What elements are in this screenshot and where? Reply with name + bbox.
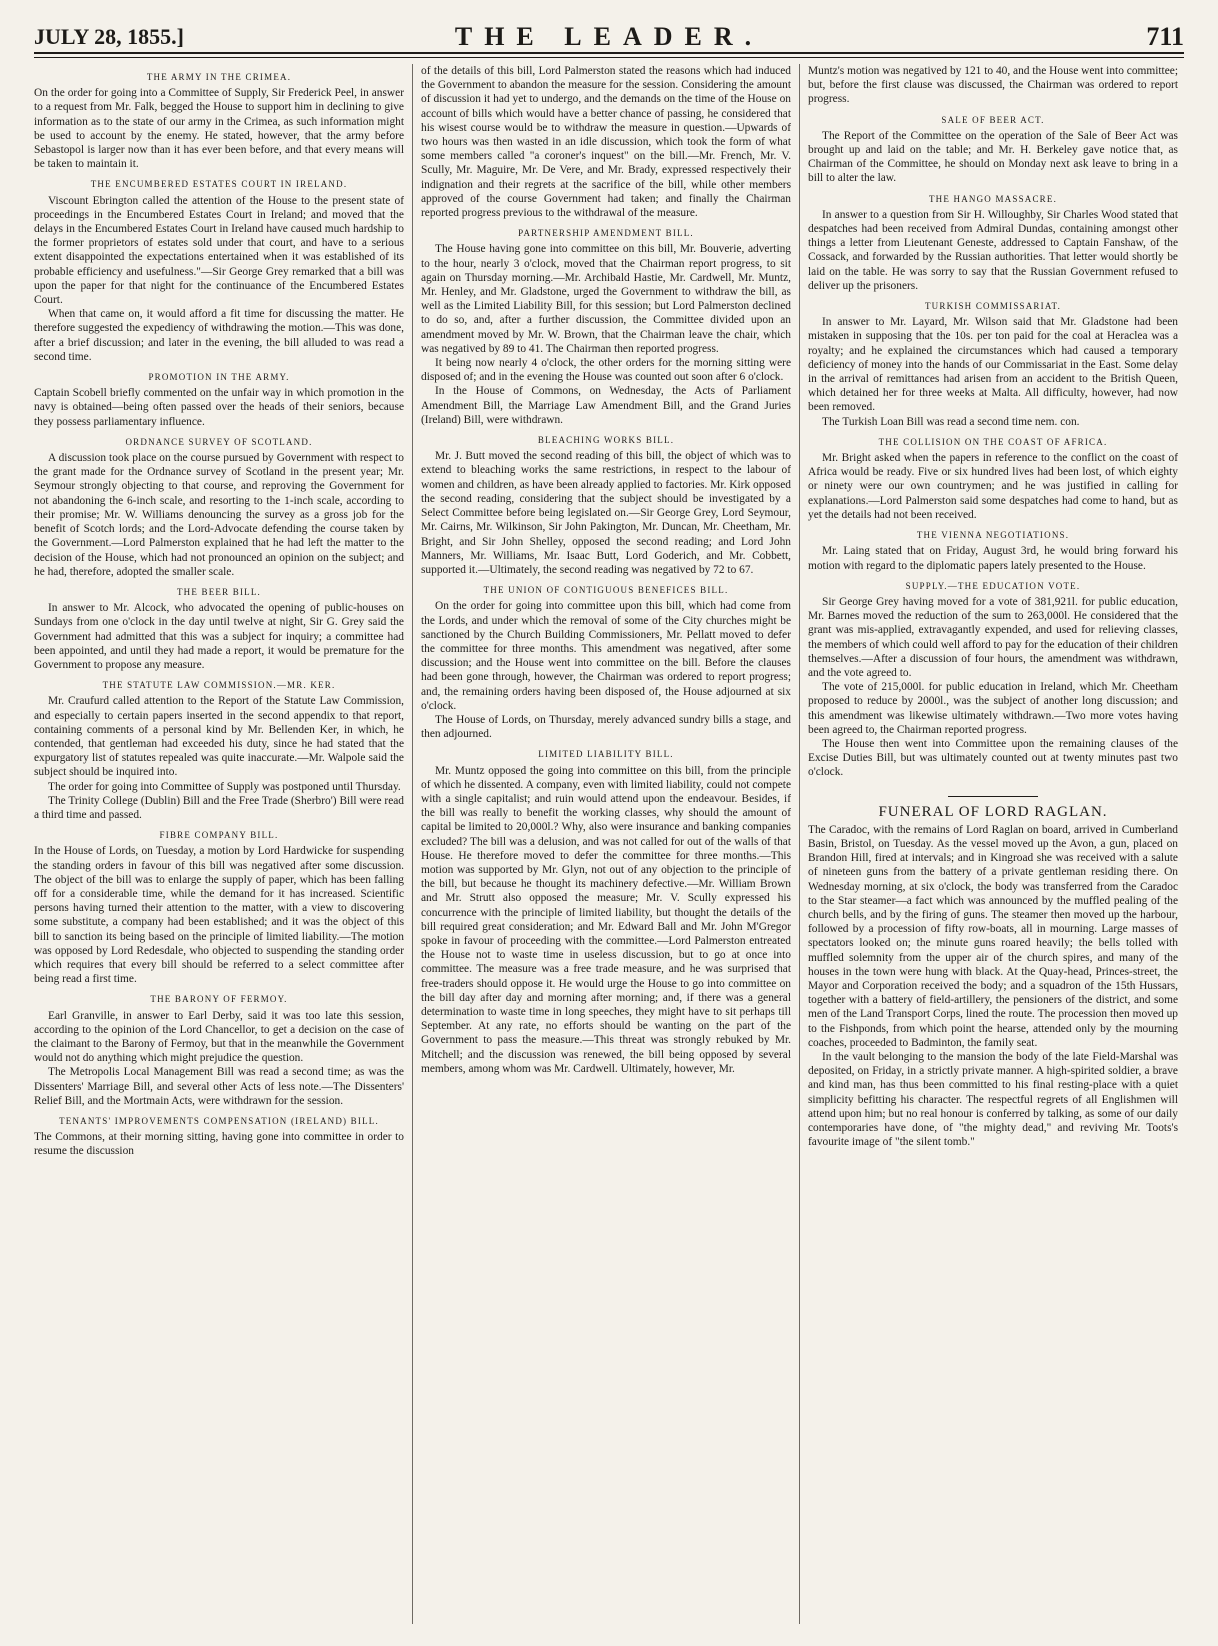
section-heading: THE HANGO MASSACRE. (928, 193, 1058, 204)
section-heading: THE COLLISION ON THE COAST OF AFRICA. (878, 436, 1108, 447)
section-heading: THE ARMY IN THE CRIMEA. (146, 72, 292, 82)
section-heading: BLEACHING WORKS BILL. (537, 435, 675, 446)
section-heading: SALE OF BEER ACT. (941, 114, 1045, 125)
page-number: 711 (1146, 22, 1184, 51)
section-heading: THE BARONY OF FERMOY. (150, 994, 288, 1005)
article-paragraph: The Trinity College (Dublin) Bill and the Free Trade (Sherbro') Bill were read a third time and passed. (34, 794, 404, 821)
article-paragraph: Viscount Ebrington called the attention of the House to the present state of proceedings in the Encumbered Estates Court in Ireland; and moved that the delays in the Encumbered Estates Court in Ireland have caused much hardship to the former proprietors of estates sold under that court, and have to a serious extent disappointed the expectations entertained when it was established of its probable efficiency and usefulness."—Sir George Grey remarked that a bill was upon the paper for that night for the continuance of the Encumbered Estates Court. (34, 194, 404, 307)
article-columns (34, 64, 1184, 1624)
article-paragraph: In the vault belonging to the mansion the body of the late Field-Marshal was deposited, on Friday, in a strictly private manner. A high-spirited soldier, a brave and kind man, has thus been committed to his final resting-place with a quiet simplicity befitting his character. The respectful regrets of all Englishmen will attend upon him; but no real honour is conferred by talking, as some of our daily contemporaries have done, of "the mighty dead," and reviving Mr. Toots's favourite image of "the silent tomb." (808, 1051, 1178, 1149)
section-heading: THE BEER BILL. (176, 586, 262, 597)
article-paragraph: Captain Scobell briefly commented on the unfair way in which promotion in the navy is obtained—being often passed over the heads of their seniors, because they possess parliamentary influence. (34, 387, 404, 428)
column-3 (799, 64, 1178, 1624)
article-paragraph: Mr. Bright asked when the papers in reference to the conflict on the coast of Africa would be ready. Five or six hundred lives had been lost, of which eighty or ninety were our own countrymen; and he was justified in calling for explanations.—Lord Palmerston said some despatches had come to hand, but as yet the details had not been received. (808, 452, 1178, 521)
article-paragraph: The Report of the Committee on the operation of the Sale of Beer Act was brought up and laid on the table; and Mr. H. Berkeley gave notice that, as Chairman of the Committee, he should on Monday next ask leave to bring in a bill to alter the law. (808, 129, 1178, 185)
section-heading: FIBRE COMPANY BILL. (159, 830, 279, 841)
section-heading: TENANTS' IMPROVEMENTS COMPENSATION (IRELAND) BILL. (59, 1116, 379, 1127)
section-heading: TURKISH COMMISSARIAT. (924, 301, 1062, 312)
newspaper-title: THE LEADER. (454, 22, 764, 51)
article-paragraph: Mr. Muntz opposed the going into committee on this bill, from the principle of which he dissented. A company, even with limited liability, could not compete with a single capitalist; and ruin would attend upon the endeavour. Besides, if the bill was really to benefit the working classes, why should the amount of capital be limited to 20,000l.? Why, also were insurance and banking companies excluded? The bill was a delusion, and was not called for out of the walls of that House. He therefore moved to defer the committee for three months.—This motion was supported by Mr. Glyn, not out of any objection to the principle of the bill, but because he thought its machinery defective.—Mr. William Brown and Mr. Strutt also opposed the measure; Mr. V. Scully expressed his concurrence with the principle of limited liability, but thought the details of the bill required great consideration; and Mr. Edward Ball and Mr. John M'Gregor spoke in favour of proceeding with the committee.—Lord Palmerston entreated the House not to waste time in useless discussion, but to go at once into committee. The measure was a free trade measure, and he was surprised that free-traders should oppose it. He would urge the House to go into committee on the bill day after day and morning after morning; and, if there was a general determination to waste time in long speeches, they might have to sit perhaps till September. At any rate, no efforts should be wanting on the part of the Government to pass the measure.—This threat was strongly rebuked by Mr. Mitchell; and the discussion was renewed, the bill being opposed by several members, among whom was Mr. Cardwell. Ultimately, however, Mr. (421, 764, 791, 1075)
section-heading: PROMOTION IN THE ARMY. (148, 372, 290, 383)
section-heading: ORDNANCE SURVEY OF SCOTLAND. (125, 436, 313, 447)
article-paragraph: The House then went into Committee upon the remaining clauses of the Excise Duties Bill, but was ultimately counted out at twenty minutes past two o'clock. (808, 737, 1178, 779)
article-paragraph: In answer to Mr. Alcock, who advocated the opening of public-houses on Sundays from one o'clock in the day until twelve at night, Sir G. Grey said the Government had admitted that this was a subject for inquiry; a committee had been appointed, and until they had made a report, it would be premature for the Government to propose any measure. (34, 602, 404, 671)
article-paragraph: Sir George Grey having moved for a vote of 381,921l. for public education, Mr. Barnes moved the reduction of the sum to 263,000l. He considered that the grant was mis-applied, extravagantly expended, and used for relieving classes, the members of which could well afford to pay for the education of their children themselves.—After a discussion of four hours, the amendment was withdrawn, and the vote agreed to. (808, 595, 1178, 679)
article-paragraph: The Turkish Loan Bill was read a second time nem. con. (822, 415, 1080, 428)
article-paragraph: The Caradoc, with the remains of Lord Raglan on board, arrived in Cumberland Basin, Bristol, on Tuesday. As the vessel moved up the Avon, a gun, placed on Brandon Hill, fired at intervals; and in Kingroad she was received with a salute of nineteen guns from the battery of a private gentleman residing there. On Wednesday morning, at six o'clock, the body was transferred from the Caradoc to the Star steamer—a fact which was announced by the muffled pealing of the church bells, and by the firing of guns. The steamer then moved up the harbour, followed by a procession of fifty row-boats, all in mourning. Large masses of spectators looked on; the minute guns roared heavily; the bells tolled with muffled solemnity from the upper air of the church spires, and many of the houses in the town were hung with black. At the Quay-head, Princes-street, the Mayor and Corporation received the body; and a squadron of the 15th Hussars, together with a battery of field-artillery, the pensioners of the district, and some men of the Land Transport Corps, lined the route. The procession then moved up to the Fishponds, from which point the hearse, attended only by the mourning coaches, proceeded to Badminton, the family seat. (808, 823, 1178, 1049)
column-2 (412, 64, 791, 1624)
article-paragraph: Mr. Craufurd called attention to the Report of the Statute Law Commission, and especially to certain papers inserted in the second appendix to that report, containing comments of a personal kind by Mr. Bellenden Ker, in which, he contended, that gentleman had exceeded his duty, since he had stated that the expurgatory list of statutes repealed was quite inaccurate.—Mr. Walpole said the subject should be inquired into. (34, 695, 404, 779)
article-paragraph: When that came on, it would afford a fit time for discussing the matter. He therefore suggested the expediency of withdrawing the motion.—This was done, after a brief discussion; and later in the evening, the bill alluded to was read a second time. (34, 308, 404, 363)
column-1 (34, 64, 404, 1624)
article-paragraph: On the order for going into committee upon this bill, which had come from the Lords, and under which the removal of some of the City churches might be sanctioned by the Church Building Commissioners, Mr. Pellatt moved to defer the committee for three months. This amendment was negatived, after some discussion; and the House went into committee on the bill. Before the clauses had been gone through, however, the Chairman was ordered to report progress; and, the remaining orders having been disposed of, the House adjourned at six o'clock. (421, 600, 791, 712)
article-paragraph: In the House of Lords, on Tuesday, a motion by Lord Hardwicke for suspending the standing orders in favour of this bill was negatived after some discussion. The object of the bill was to enlarge the supply of paper, which has been falling off for a considerable time, while the demand for it has increased. Scientific persons having turned their attention to the matter, with a view to discovering some substitute, a company had been established; and it was the object of this bill to sanction its being based on the principle of limited liability.—The motion was opposed by Lord Redesdale, who objected to suspending the standing order which requires that every bill should be referred to a select committee after being read a first time. (34, 845, 404, 986)
article-paragraph: The order for going into Committee of Supply was postponed until Thursday. (48, 780, 401, 793)
article-paragraph: In the House of Commons, on Wednesday, the Acts of Parliament Amendment Bill, the Marriage Law Amendment Bill, and the Grand Juries (Ireland) Bill, were withdrawn. (421, 385, 791, 426)
article-paragraph: A discussion took place on the course pursued by Government with respect to the grant made for the Ordnance survey of Scotland in the present year; Mr. Seymour strongly objecting to that course, and reproving the Government for not abandoning the 6-inch scale, and resorting to the 1-inch scale, according to their promise; Mr. W. Williams denouncing the survey as a gross job for the benefit of Scotch lords; and the Lord-Advocate defending the course taken by the Government.—Lord Palmerston explained that he had left the matter to the decision of the House, which had not pronounced an opinion on the subject; and he had, therefore, adopted the smaller scale. (34, 452, 404, 578)
section-heading: THE ENCUMBERED ESTATES COURT IN IRELAND. (90, 179, 348, 190)
masthead-rule (34, 57, 1184, 58)
article-paragraph: The vote of 215,000l. for public education in Ireland, which Mr. Cheetham proposed to reduce by 2000l., was the subject of another long discussion; and this amendment was likewise ultimately withdrawn.—Two more votes having been agreed to, the Chairman reported progress. (808, 681, 1178, 736)
section-divider (948, 796, 1038, 797)
article-paragraph: On the order for going into a Committee of Supply, Sir Frederick Peel, in answer to a request from Mr. Falk, begged the House to support him in declining to give information as to the state of our army in the Crimea, as such information might be used to account by the enemy. He stated, however, that the army before Sebastopol is larger now than it has ever been before, and that every means will be taken to maintain it. (34, 87, 404, 171)
article-paragraph: The Commons, at their morning sitting, having gone into committee in order to resume the discussion (34, 1131, 404, 1158)
article-paragraph: Mr. J. Butt moved the second reading of this bill, the object of which was to extend to bleaching works the same restrictions, in respect to the labour of women and children, as have been already applied to factories. Mr. Kirk opposed the second reading, considering that the subject should be investigated by a Select Committee before being legislated on.—Sir George Grey, Lord Seymour, Mr. Cairns, Mr. Wilkinson, Sir John Pakington, Mr. Duncan, Mr. Cheetham, Mr. Bright, and Sir John Shelley, opposed the second reading; and Lord John Manners, Mr. Williams, Mr. Isaac Butt, Lord Goderich, and Mr. Cobbett, supported it.—Ultimately, the second reading was negatived by 72 to 67. (421, 450, 791, 576)
section-heading: SUPPLY.—THE EDUCATION VOTE. (905, 580, 1081, 591)
issue-date: JULY 28, 1855.] (34, 24, 184, 49)
section-heading: PARTNERSHIP AMENDMENT BILL. (518, 228, 694, 239)
article-paragraph: The House having gone into committee on this bill, Mr. Bouverie, adverting to the hour, nearly 3 o'clock, moved that the Chairman report progress, to sit again on Thursday morning.—Mr. Archibald Hastie, Mr. Cardwell, Mr. Muntz, Mr. Henley, and Mr. Gladstone, urged the Government to withdraw the bill, as well as the Limited Liability Bill, for this session; but Lord Palmerston declined to do so, and, after a further discussion, the Committee divided upon an amendment moved by Mr. W. Brown, that the Chairman leave the chair, which was negatived by 89 to 41. The Chairman then reported progress. (421, 243, 791, 355)
section-heading: LIMITED LIABILITY BILL. (538, 749, 674, 760)
masthead (34, 18, 1184, 54)
article-paragraph: of the details of this bill, Lord Palmerston stated the reasons which had induced the Government to abandon the measure for the session. Considering the amount of discussion it had yet to undergo, and the demands on the time of the House on account of bills which would have a better chance of passing, he considered that his wisest course would be to withdraw the measure in question.—Upwards of two hours was then wasted in an idle discussion, which took the form of what some members called "a coroner's inquest" on the bill.—Mr. French, Mr. V. Scully, Mr. Maguire, Mr. De Vere, and Mr. Brady, expressed respectively their indignation and their regrets at the sacrifice of the bill, while other members approved of the course Government had taken; and finally the Chairman reported progress previous to the withdrawal of the measure. (421, 65, 791, 220)
article-paragraph: Mr. Laing stated that on Friday, August 3rd, he would bring forward his motion with regard to the diplomatic papers lately presented to the House. (808, 545, 1178, 572)
section-heading: THE STATUTE LAW COMMISSION.—MR. KER. (102, 680, 336, 691)
article-paragraph: In answer to a question from Sir H. Willoughby, Sir Charles Wood stated that despatches had been received from Admiral Dundas, containing amongst other things a letter from Lieutenant Geneste, addressed to Captain Fanshaw, of the Cossack, and forwarded by the Russian authorities. That letter would shortly be laid on the table. He was sorry to say that the Russian Government refused to deliver up the prisoners. (808, 208, 1178, 292)
feature-headline: FUNERAL OF LORD RAGLAN. (878, 803, 1108, 820)
article-paragraph: The House of Lords, on Thursday, merely advanced sundry bills a stage, and then adjourned. (421, 713, 791, 741)
section-heading: THE VIENNA NEGOTIATIONS. (916, 530, 1070, 541)
article-paragraph: In answer to Mr. Layard, Mr. Wilson said that Mr. Gladstone had been mistaken in supposing that the 10s. per ton paid for the coal at Heraclea was a royalty; and he explained the circumstances which had caused a temporary deficiency of money into the hands of our Commissariat in the East. Some delay in the arrival of remittances had arisen from an accident to the British Queen, which detained her for three weeks at Malta. All difficulty, however, had now been removed. (808, 316, 1178, 414)
article-paragraph: It being now nearly 4 o'clock, the other orders for the morning sitting were disposed of; and in the evening the House was counted out soon after 6 o'clock. (421, 357, 791, 384)
article-paragraph: Earl Granville, in answer to Earl Derby, said it was too late this session, according to the opinion of the Lord Chancellor, to get a decision on the case of the claimant to the Barony of Fermoy, but that in the meanwhile the Government would not do anything which might prejudice the question. (34, 1009, 404, 1065)
section-heading: THE UNION OF CONTIGUOUS BENEFICES BILL. (483, 585, 729, 596)
article-paragraph: Muntz's motion was negatived by 121 to 40, and the House went into committee; but, before the first clause was discussed, the Chairman was ordered to report progress. (808, 65, 1178, 106)
article-paragraph: The Metropolis Local Management Bill was read a second time; as was the Dissenters' Marriage Bill, and several other Acts of less note.—The Dissenters' Relief Bill, and the Mortmain Acts, were withdrawn for the session. (34, 1066, 404, 1107)
